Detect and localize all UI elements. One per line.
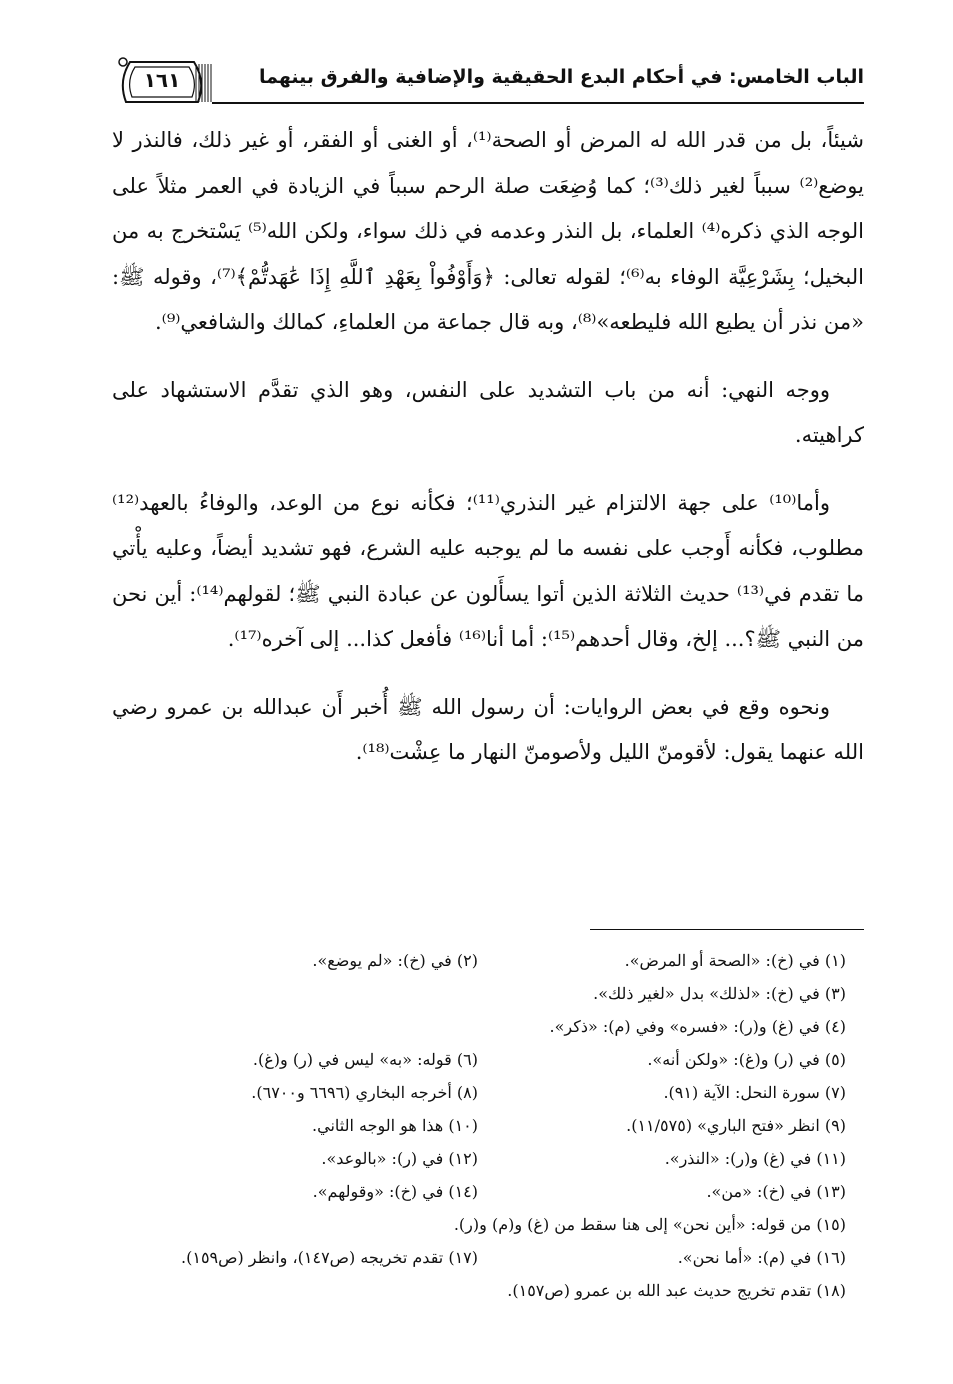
- paragraph: شيئاً، بل من قدر الله له المرض أو الصحة⁽¹⁾، أو الغنى أو الفقر، أو غير ذلك، فالنذر لا يوضع⁽²⁾ سبباً لغير ذلك⁽³⁾؛ كما وُضِعَت صلة الرحم سبباً في الزيادة في العمر مثلاً على الوجه الذي ذكره⁽⁴⁾ العلماء، بل النذر وعدمه في ذلك سواء، ولكن الله⁽⁵⁾ يَسْتخرج به من البخيل؛ بِشَرْعِيَّة الوفاء به⁽⁶⁾؛ لقوله تعالى: ﴿وَأَوْفُواْ بِعَهْدِ ٱللَّهِ إِذَا عَٰهَدتُّمْ﴾⁽⁷⁾، وقوله ﷺ: «من نذر أن يطيع الله فليطعه»⁽⁸⁾، وبه قال جماعة من العلماءِ، كمالك والشافعي⁽⁹⁾.: [112, 128, 865, 334]
- paragraph: ونحوه وقع في بعض الروايات: أن رسول الله ﷺ أُخبر أَن عبدالله بن عمرو رضي الله عنهما يقول: لأقومنّ الليل ولأصومنّ النهار ما عِشْت⁽¹⁸⁾.: [112, 694, 864, 764]
- footnote: (٤) في (غ) و(ر): «فسره» وفي (م): «ذكر».: [549, 1017, 846, 1036]
- footnote: (١٨) تقدم تخريج حديث عبد الله بن عمرو (ص١٥٧).: [507, 1281, 846, 1300]
- footnote: (١٦) في (م): «أما نحن».: [677, 1248, 846, 1267]
- footnote-row: [112, 1241, 864, 1274]
- footnote-separator: [590, 929, 864, 930]
- chapter-title: الباب الخامس: في أحكام البدع الحقيقية والإضافية والفرق بينهما: [259, 66, 864, 88]
- header-rule: [212, 102, 864, 104]
- page-number-badge: [112, 54, 212, 108]
- footnote: (١٧) تقدم تخريجه (ص١٤٧)، وانظر (ص١٥٩).: [181, 1248, 478, 1267]
- footnote: (٢) في (خ): «لم يوضع».: [312, 951, 478, 970]
- footnote: (٩) انظر «فتح الباري» (١١/٥٧٥).: [626, 1116, 846, 1135]
- footnote: (٧) سورة النحل: الآية (٩١).: [663, 1083, 846, 1102]
- footnote-row: [112, 1076, 864, 1109]
- footnote-row: [112, 1175, 864, 1208]
- footnote: (١) في (خ): «الصحة أو المرض».: [624, 951, 846, 970]
- footnote: (١١) في (غ) و(ر): «النذر».: [664, 1149, 846, 1168]
- paragraph: وأما⁽¹⁰⁾ على جهة الالتزام غير النذري⁽¹¹⁾؛ فكأنه نوع من الوعد، والوفاءُ بالعهد⁽¹²⁾ مطلوب، فكأنه أَوجب على نفسه ما لم يوجبه عليه الشرع، فهو تشديد أيضاً، وعليه يأْتي ما تقدم في⁽¹³⁾ حديث الثلاثة الذين أتوا يسأَلون عن عبادة النبي ﷺ؛ لقولهم⁽¹⁴⁾: أين نحن من النبي ﷺ؟... إلخ، وقال أحدهم⁽¹⁵⁾: أما أنا⁽¹⁶⁾ فأفعل كذا... إلى آخره⁽¹⁷⁾.: [112, 490, 864, 651]
- footnote: (١٣) في (خ): «من».: [706, 1182, 846, 1201]
- footnote-row: [112, 977, 864, 1010]
- main-text: [112, 118, 864, 798]
- footnote-row: [112, 1208, 864, 1241]
- footnote: (٨) أخرجه البخاري (٦٦٩٦ و٦٧٠٠).: [251, 1083, 478, 1102]
- footnote: (١٤) في (خ): «وقولهم».: [312, 1182, 478, 1201]
- footnote-row: [112, 1109, 864, 1142]
- footnote-row: [112, 1274, 864, 1307]
- footnote: (٣) في (خ): «لذلك» بدل «لغير ذلك».: [593, 984, 846, 1003]
- paragraph: ووجه النهي: أنه من باب التشديد على النفس، وهو الذي تقدَّم الاستشهاد على كراهيته.: [112, 377, 864, 447]
- page-header: [112, 52, 864, 110]
- footnotes: [112, 944, 864, 1307]
- footnote-row: [112, 1010, 864, 1043]
- footnote-row: [112, 1043, 864, 1076]
- footnote: (٦) قوله: «به» ليس في (ر) و(غ).: [252, 1050, 478, 1069]
- footnote: (١٥) من قوله: «أين نحن» إلى هنا سقط من (غ) و(م) و(ر).: [453, 1215, 846, 1234]
- footnote-row: [112, 944, 864, 977]
- footnote: (١٠) هذا هو الوجه الثاني.: [312, 1116, 478, 1135]
- footnote: (١٢) في (ر): «بالوعد».: [321, 1149, 478, 1168]
- footnote: (٥) في (ر) و(غ): «ولكن أنه».: [647, 1050, 846, 1069]
- page-number: ١٦١: [143, 68, 181, 92]
- footnote-row: [112, 1142, 864, 1175]
